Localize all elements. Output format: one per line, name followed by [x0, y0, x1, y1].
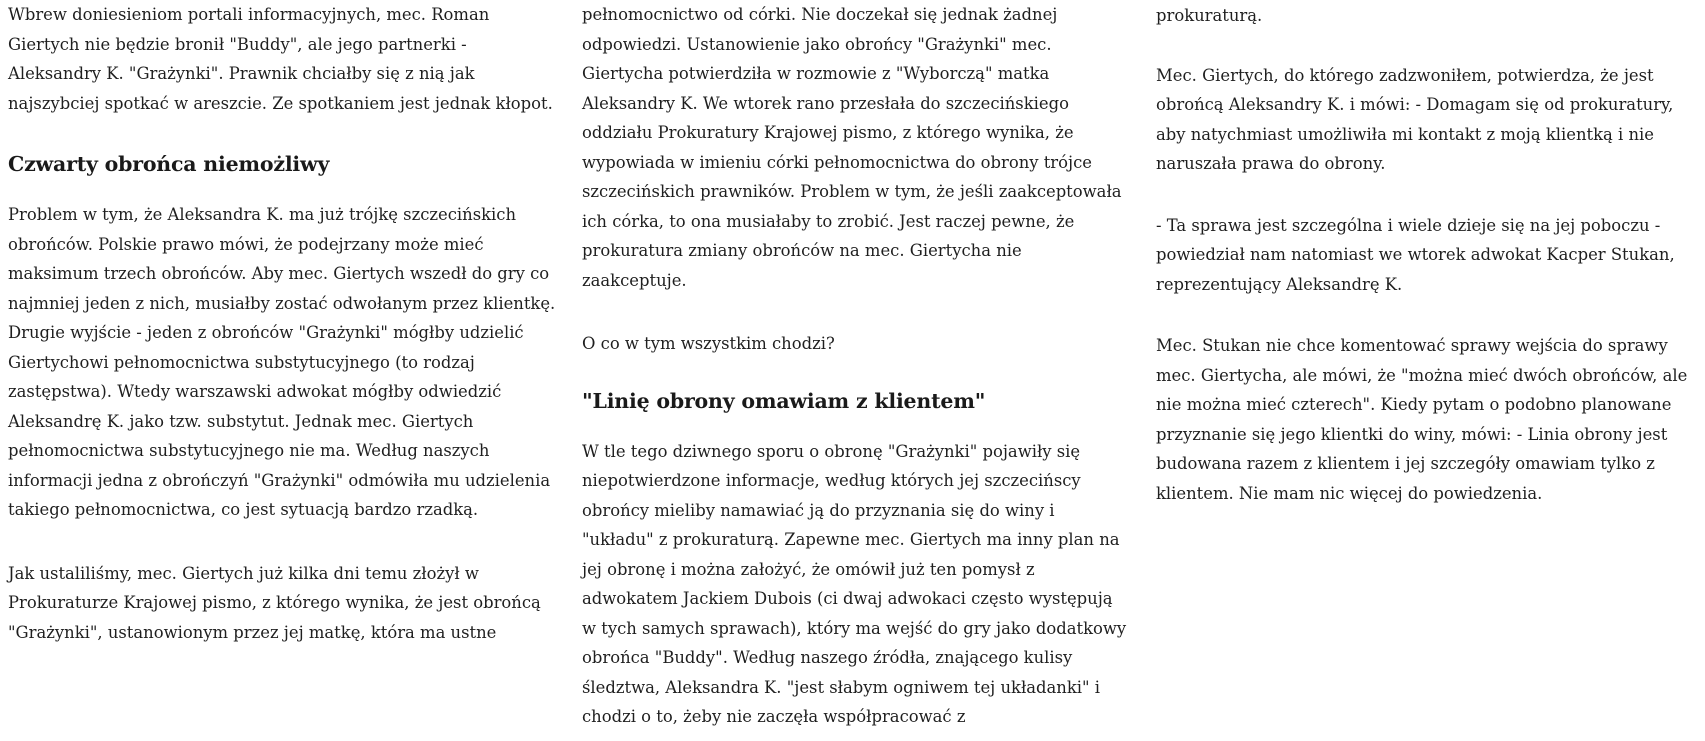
paragraph: Wbrew doniesieniom portali informacyjnych, mec. Roman Giertych nie będzie bronił "Buddy", ale jego partnerki - Aleksandry K. "Grażynki". Prawnik chciałby się z nią jak najszybciej spotkać w areszcie. Ze spotkaniem jest jednak kłopot. — [8, 5, 553, 113]
paragraph: Problem w tym, że Aleksandra K. ma już trójkę szczecińskich obrońców. Polskie prawo mówi, że podejrzany może mieć maksimum trzech obrońców. Aby mec. Giertych wszedł do gry co najmniej jeden z nich, musiałby zostać odwołanym przez klientkę. Drugie wyjście - jeden z obrońców "Grażynki" mógłby udzielić Giertychowi pełnomocnictwa substytucyjnego (to rodzaj zastępstwa). Wtedy warszawski adwokat mógłby odwiedzić Aleksandrę K. jako tzw. substytut. Jednak mec. Giertych pełnomocnictwa substytucyjnego nie ma. Według naszych informacji jedna z obrończyń "Grażynki" odmówiła mu udzielenia takiego pełnomocnictwa, co jest sytuacją bardzo rzadką. — [8, 205, 556, 519]
paragraph: - Ta sprawa jest szczególna i wiele dzieje się na jej poboczu - powiedział nam natomiast we wtorek adwokat Kacper Stukan, reprezentujący Aleksandrę K. — [1156, 215, 1675, 294]
article-column-1 — [8, 0, 556, 741]
article-column-2 — [582, 0, 1130, 741]
paragraph: O co w tym wszystkim chodzi? — [582, 334, 835, 353]
paragraph: Mec. Giertych, do którego zadzwoniłem, potwierdza, że jest obrońcą Aleksandry K. i mówi: - Domagam się od prokuratury, aby natychmiast umożliwiła mi kontakt z moją klientką i nie naruszała prawa do obrony. — [1156, 65, 1674, 173]
paragraph: Jak ustaliliśmy, mec. Giertych już kilka dni temu złożył w Prokuraturze Krajowej pismo, z którego wynika, że jest obrońcą "Grażynki", ustanowionym przez jej matkę, która ma ustne — [8, 563, 541, 642]
paragraph: Mec. Stukan nie chce komentować sprawy wejścia do sprawy mec. Giertycha, ale mówi, że "można mieć dwóch obrońców, ale nie można mieć czterech". Kiedy pytam o podobno planowane przyznanie się jego klientki do winy, mówi: - Linia obrony jest budowana razem z klientem i jej szczegóły omawiam tylko z klientem. Nie mam nic więcej do powiedzenia. — [1156, 336, 1688, 503]
article-body — [8, 0, 1698, 741]
article-column-3 — [1156, 0, 1704, 741]
section-heading: Czwarty obrońca niemożliwy — [8, 152, 330, 176]
paragraph: prokuraturą. — [1156, 6, 1263, 25]
section-heading: "Linię obrony omawiam z klientem" — [582, 388, 986, 413]
paragraph: pełnomocnictwo od córki. Nie doczekał się jednak żadnej odpowiedzi. Ustanowienie jako obrońcy "Grażynki" mec. Giertycha potwierdziła w rozmowie z "Wyborczą" matka Aleksandry K. We wtorek rano przesłała do szczecińskiego oddziału Prokuratury Krajowej pismo, z którego wynika, że wypowiada w imieniu córki pełnomocnictwa do obrony trójce szczecińskich prawników. Problem w tym, że jeśli zaakceptowała ich córka, to ona musiałaby to zrobić. Jest raczej pewne, że prokuratura zmiany obrońców na mec. Giertycha nie zaakceptuje. — [582, 5, 1122, 290]
paragraph: W tle tego dziwnego sporu o obronę "Grażynki" pojawiły się niepotwierdzone informacje, według których jej szczecińscy obrońcy mieliby namawiać ją do przyznania się do winy i "układu" z prokuraturą. Zapewne mec. Giertych ma inny plan na jej obronę i można założyć, że omówił już ten pomysł z adwokatem Jackiem Dubois (ci dwaj adwokaci często występują w tych samych sprawach), który ma wejść do gry jako dodatkowy obrońca "Buddy". Według naszego źródła, znającego kulisy śledztwa, Aleksandra K. "jest słabym ogniwem tej układanki" i chodzi o to, żeby nie zaczęła współpracować z — [582, 441, 1127, 726]
